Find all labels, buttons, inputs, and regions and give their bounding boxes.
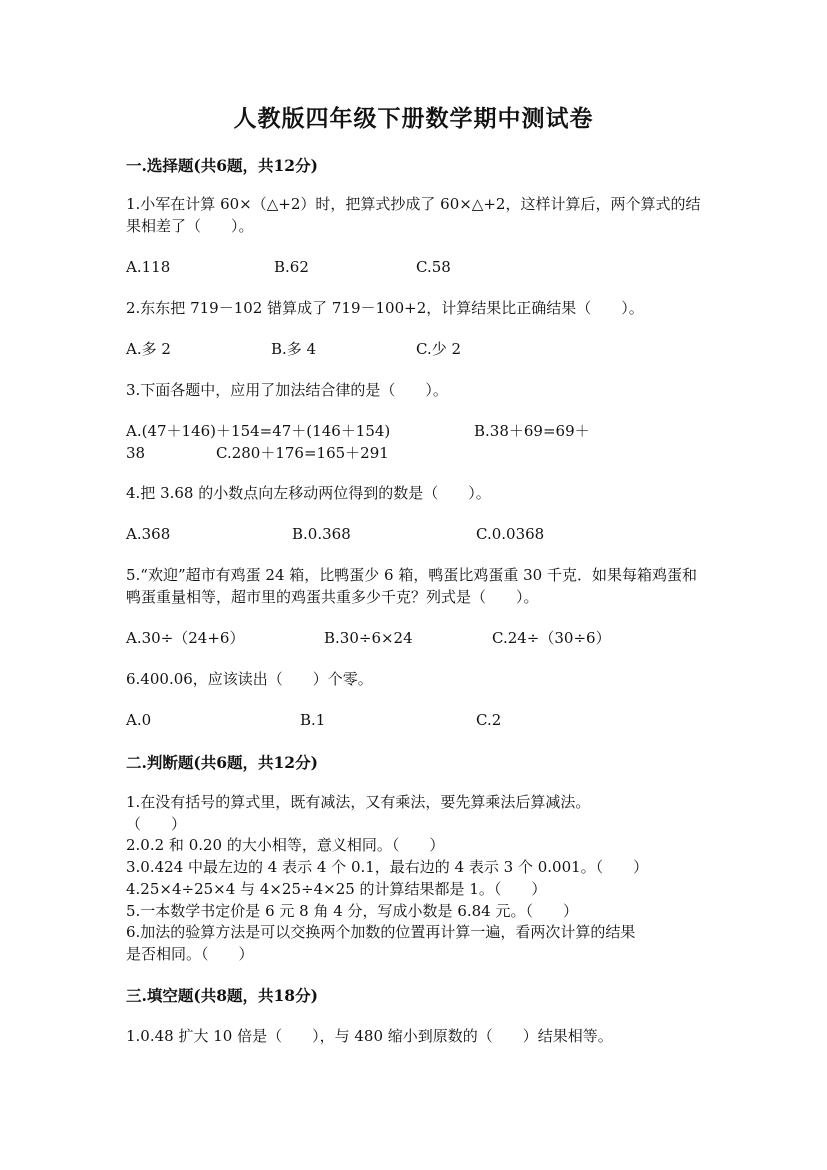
section-heading-choice: 一.选择题(共6题，共12分): [126, 156, 318, 175]
option-b: B.0.368: [292, 525, 351, 543]
choice-question-3: 3.下面各题中，应用了加法结合律的是（ ）。: [126, 381, 448, 399]
fill-question-1: 1.0.48 扩大 10 倍是（ ），与 480 缩小到原数的（ ）结果相等。: [126, 1027, 613, 1045]
choice-question-4: 4.把 3.68 的小数点向左移动两位得到的数是（ ）。: [126, 484, 491, 502]
judge-item: 2.0.2 和 0.20 的大小相等，意义相同。（ ）: [126, 836, 445, 855]
choice-options-4: [126, 523, 706, 545]
section-heading-judge: 二.判断题(共6题，共12分): [126, 753, 318, 772]
choice-question-6: 6.400.06，应该读出（ ）个零。: [126, 670, 373, 688]
option-c: C.少 2: [416, 340, 462, 358]
option-c: C.24÷（30÷6）: [492, 629, 611, 647]
choice-options-3-line2: [126, 442, 706, 464]
judge-item: （ ）: [126, 814, 187, 833]
judge-item: 4.25×4÷25×4 与 4×25÷4×25 的计算结果都是 1。（ ）: [126, 879, 547, 898]
choice-options-3-line1: [126, 420, 706, 442]
choice-options-6: [126, 709, 706, 731]
option-a: A.0: [126, 711, 152, 729]
option-b: B.62: [274, 258, 309, 276]
judge-item: 3.0.424 中最左边的 4 表示 4 个 0.1，最右边的 4 表示 3 个 0.001。（ ）: [126, 858, 649, 877]
option-b: B.1: [300, 711, 326, 729]
option-b: B.多 4: [271, 340, 317, 358]
option-a: A.30÷（24+6）: [126, 629, 245, 647]
choice-options-2: [126, 338, 706, 360]
choice-question-5: 5.“欢迎”超市有鸡蛋 24 箱，比鸭蛋少 6 箱，鸭蛋比鸡蛋重 30 千克．如果每箱鸡蛋和鸭蛋重量相等，超市里的鸡蛋共重多少千克？列式是（ ）。: [126, 566, 697, 606]
judge-item: 1.在没有括号的算式里，既有减法，又有乘法，要先算乘法后算减法。: [126, 793, 591, 811]
option-c: C.280＋176=165＋291: [216, 444, 389, 462]
option-a: A.368: [126, 525, 171, 543]
option-b: B.38＋69=69＋: [474, 422, 590, 440]
option-b-continued: 38: [126, 444, 146, 462]
choice-question-2: 2.东东把 719－102 错算成了 719－100+2，计算结果比正确结果（ ）。: [126, 299, 644, 317]
judge-item: 6.加法的验算方法是可以交换两个加数的位置再计算一遍，看两次计算的结果: [126, 923, 636, 942]
judge-list: [126, 792, 706, 966]
choice-options-1: [126, 256, 706, 278]
judge-item: 是否相同。（ ）: [126, 944, 254, 963]
choice-question-1: 1.小军在计算 60×（△+2）时，把算式抄成了 60×△+2，这样计算后，两个算式的结果相差了（ ）。: [126, 195, 701, 235]
option-a: A.118: [126, 258, 171, 276]
option-a: A.(47＋146)＋154=47＋(146＋154): [126, 422, 391, 440]
page-title: 人教版四年级下册数学期中测试卷: [233, 105, 594, 132]
judge-item: 5.一本数学书定价是 6 元 8 角 4 分，写成小数是 6.84 元。（ ）: [126, 901, 578, 920]
option-a: A.多 2: [126, 340, 171, 358]
option-c: C.58: [416, 258, 451, 276]
choice-options-5: [126, 627, 706, 649]
option-b: B.30÷6×24: [324, 629, 413, 647]
option-c: C.0.0368: [476, 525, 545, 543]
option-c: C.2: [476, 711, 502, 729]
section-heading-fill: 三.填空题(共8题，共18分): [126, 986, 318, 1005]
